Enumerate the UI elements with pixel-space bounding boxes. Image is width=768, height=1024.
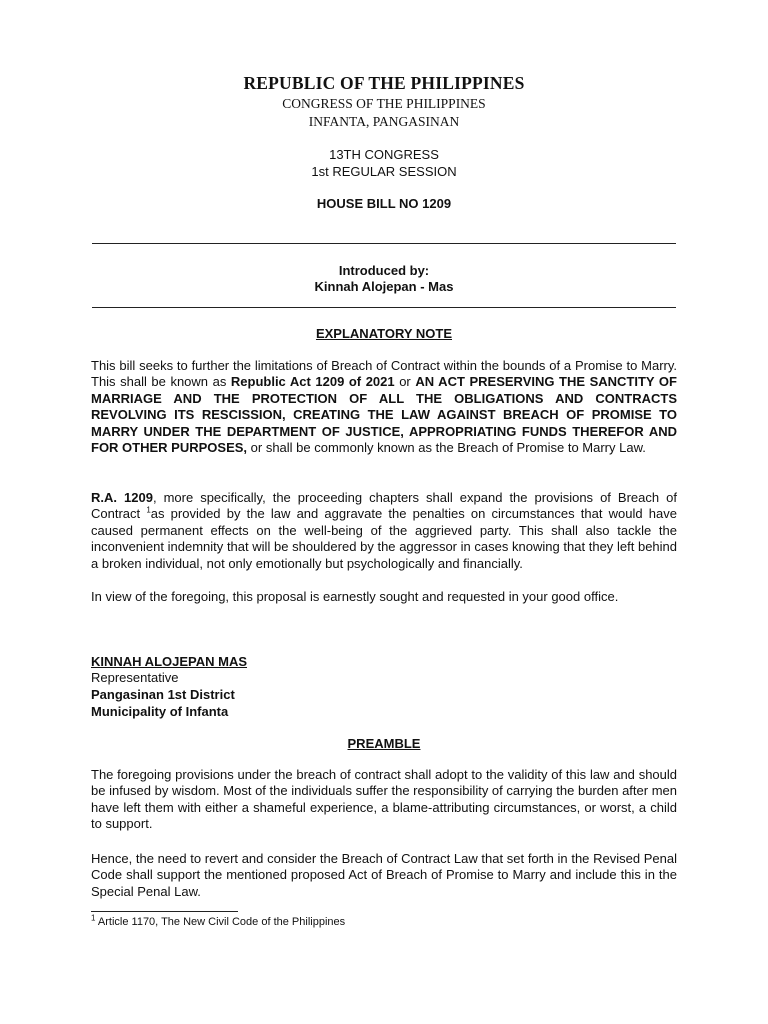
signatory-name: KINNAH ALOJEPAN MAS: [91, 654, 248, 669]
session-label: 1st REGULAR SESSION: [311, 164, 457, 179]
footnote-text: Article 1170, The New Civil Code of the Philippines: [95, 916, 346, 928]
paragraph-text: or shall be commonly known as the Breach of Promise to Marry Law.: [247, 440, 646, 456]
signatory-role: Representative: [91, 670, 179, 685]
republic-heading: REPUBLIC OF THE PHILIPPINES: [243, 73, 525, 93]
footnote-divider: [91, 911, 238, 912]
preamble-title: PREAMBLE: [347, 736, 421, 751]
location-heading: INFANTA, PANGASINAN: [308, 114, 460, 129]
bill-number: HOUSE BILL NO 1209: [316, 196, 452, 211]
paragraph-text: This bill seeks to further the limitations of Breach of Contract within the bounds of a Promise to Marry. This shall be known as: [91, 358, 677, 390]
footnote: [91, 913, 346, 928]
explanatory-paragraph: In view of the foregoing, this proposal is earnestly sought and requested in your good office.: [91, 589, 619, 604]
divider-line: [92, 307, 676, 308]
paragraph-text: or: [394, 374, 416, 390]
introducer-name: Kinnah Alojepan - Mas: [314, 279, 454, 294]
act-title: AN ACT PRESERVING THE SANCTITY OF MARRIAGE AND THE PROTECTION OF ALL THE OBLIGATIONS AND CONTRACTS REVOLVING ITS RESCISSION, CREATING THE LAW AGAINST BREACH OF PROMISE TO MARRY UNDER THE DEPARTMENT OF JUSTICE, APPROPRIATING FUNDS THEREFOR AND FOR OTHER PURPOSES,: [91, 374, 677, 456]
footnote-reference: 1: [146, 506, 151, 516]
congress-heading: CONGRESS OF THE PHILIPPINES: [282, 96, 486, 111]
explanatory-paragraph: [91, 490, 677, 572]
explanatory-note-title: EXPLANATORY NOTE: [315, 326, 453, 341]
preamble-paragraph: Hence, the need to revert and consider the Breach of Contract Law that set forth in the Revised Penal Code shall support the mentioned proposed Act of Breach of Promise to Marry and include this in the Special Penal Law.: [91, 851, 677, 899]
explanatory-paragraph: [91, 358, 677, 456]
signatory-district: Pangasinan 1st District: [91, 687, 235, 702]
signatory-municipality: Municipality of Infanta: [91, 704, 229, 719]
footnote-marker: 1: [91, 913, 96, 923]
divider-line: [92, 243, 676, 244]
ra-number: R.A. 1209: [91, 490, 153, 505]
paragraph-text: as provided by the law and aggravate the penalties on circumstances that would have caused permanent effects on the well-being of the aggrieved party. This shall also tackle the inconvenient indemnity that will be shouldered by the aggressor in cases knowing that they left behind a broken individual, not only emotionally but psychologically and financially.: [91, 506, 677, 571]
congress-number: 13TH CONGRESS: [329, 147, 439, 162]
preamble-paragraph: The foregoing provisions under the breach of contract shall adopt to the validity of this law and should be infused by wisdom. Most of the individuals suffer the responsibility of carrying the burden after men have left them with either a shameful experience, a blame-attributing circumstances, or worst, a child to support.: [91, 767, 677, 832]
act-number: Republic Act 1209 of 2021: [230, 374, 395, 390]
introduced-by-label: Introduced by:: [338, 263, 430, 278]
paragraph-text: , more specifically, the proceeding chapters shall expand the provisions of Breach of Contract: [91, 490, 677, 522]
